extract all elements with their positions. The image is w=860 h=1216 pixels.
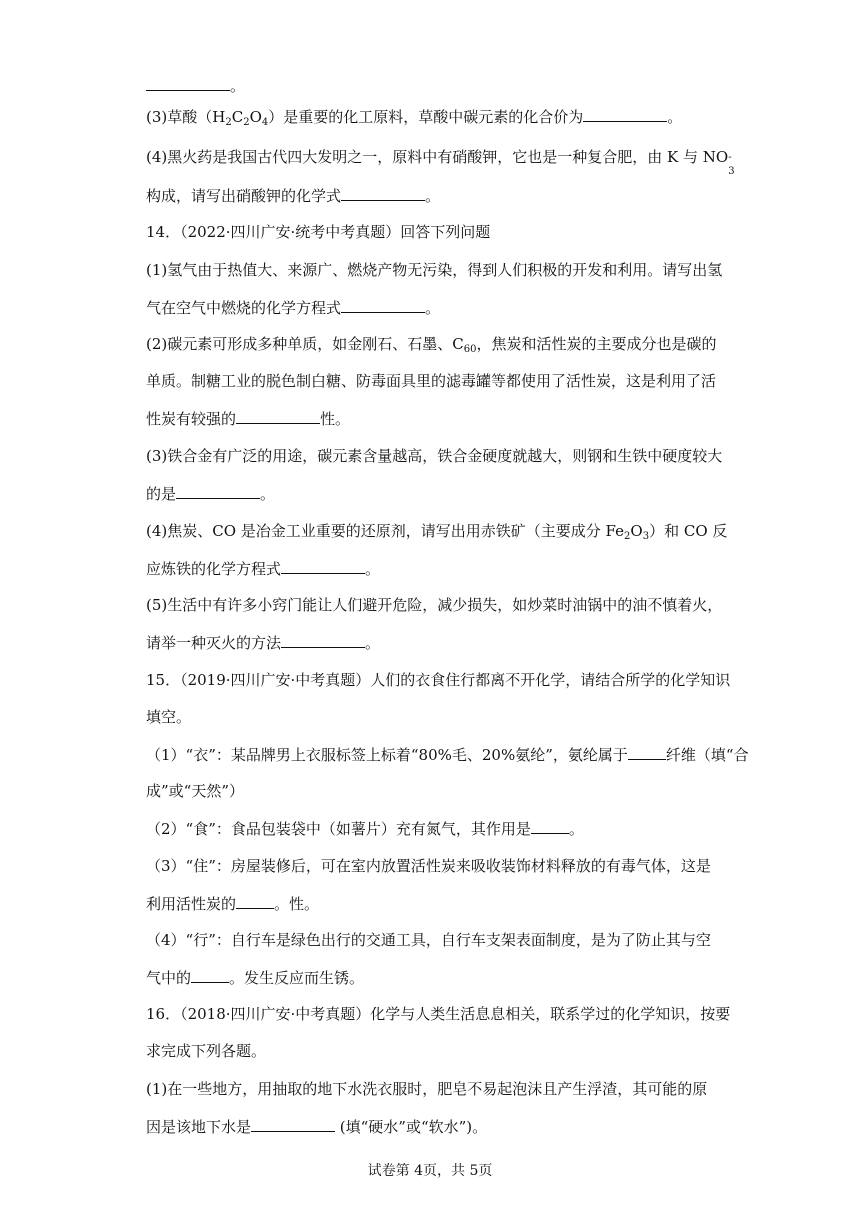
line-text: ）和 CO 反 xyxy=(649,522,728,540)
line-text: 。 xyxy=(425,187,441,205)
line-text: O xyxy=(630,522,643,540)
subscript: 2 xyxy=(624,531,631,542)
text-line xyxy=(146,1041,266,1061)
line-text: (4)焦炭、CO 是冶金工业重要的还原剂，请写出用赤铁矿（主要成分 Fe xyxy=(146,522,625,540)
line-text: 性。 xyxy=(320,410,351,428)
line-text: ）是重要的化工原料，草酸中碳元素的化合价为 xyxy=(268,108,584,126)
question-15-1 xyxy=(146,744,749,765)
answer-line xyxy=(146,408,350,429)
line-text: (1)在一些地方，用抽取的地下水洗衣服时，肥皂不易起泡沫且产生浮渣，其可能的原 xyxy=(146,1080,708,1098)
answer-line xyxy=(146,967,364,988)
line-text: 构成，请写出硝酸钾的化学式 xyxy=(146,187,342,205)
line-text: 。 xyxy=(365,634,381,652)
text-line xyxy=(146,781,244,801)
question-14-3 xyxy=(146,446,722,466)
answer-blank[interactable] xyxy=(146,75,230,91)
answer-line xyxy=(146,893,319,914)
answer-blank[interactable] xyxy=(281,558,365,574)
answer-blank[interactable] xyxy=(251,1116,335,1132)
line-text: C xyxy=(231,108,244,126)
answer-line xyxy=(146,483,275,504)
line-text: 单质。制糖工业的脱色制白糖、防毒面具里的滤毒罐等都使用了活性炭，这是利用了活 xyxy=(146,372,717,390)
line-text: (5)生活中有许多小窍门能让人们避开危险，减少损失，如炒菜时油锅中的油不慎着火， xyxy=(146,596,723,614)
line-text: 14．（2022·四川广安·统考中考真题）回答下列问题 xyxy=(146,223,491,241)
text-line xyxy=(146,371,716,391)
question-14-4 xyxy=(146,521,727,541)
line-text: （4）“行”：自行车是绿色出行的交通工具，自行车支架表面制度，是为了防止其与空 xyxy=(146,931,711,949)
question-14-1 xyxy=(146,260,722,280)
answer-line xyxy=(146,558,380,579)
line-text: 。发生反应而生锈。 xyxy=(229,969,365,987)
question-15-3 xyxy=(146,856,711,876)
line-text: 气在空气中燃烧的化学方程式 xyxy=(146,299,342,317)
answer-blank[interactable] xyxy=(583,106,667,122)
subscript: 2 xyxy=(225,117,232,128)
line-text: (4)黑火药是我国古代四大发明之一，原料中有硝酸钾，它也是一种复合肥，由 K 与 NO xyxy=(146,148,729,166)
line-text: 填空。 xyxy=(146,708,192,726)
subscript: 3 xyxy=(642,531,650,542)
line-text: (2)碳元素可形成多种单质，如金刚石、石墨、C xyxy=(146,335,464,353)
answer-blank[interactable] xyxy=(191,967,229,983)
answer-line xyxy=(146,185,440,206)
answer-line xyxy=(146,632,380,653)
answer-blank[interactable] xyxy=(628,744,666,760)
page-footer: 试卷第 4页，共 5页 xyxy=(367,1163,493,1179)
question-13-4: (4)黑火药是我国古代四大发明之一，原料中有硝酸钾，它也是一种复合肥，由 K 与 NO - 3 xyxy=(146,148,735,177)
line-text: （1）“衣”：某品牌男上衣服标签上标着“80%毛、20%氨纶”，氨纶属于 xyxy=(146,746,628,764)
line-text: 求完成下列各题。 xyxy=(146,1042,267,1060)
answer-line xyxy=(146,1116,487,1137)
text-line xyxy=(146,707,191,727)
line-text: 性炭有较强的 xyxy=(146,410,237,428)
line-text: ，焦炭和活性炭的主要成分也是碳的 xyxy=(476,335,717,353)
line-text: 气中的 xyxy=(146,969,192,987)
subscript: 60 xyxy=(463,344,477,355)
line-text: 利用活性炭的 xyxy=(146,895,237,913)
line-text: (3)草酸（H xyxy=(146,108,226,126)
question-15-2 xyxy=(146,818,584,839)
line-text: 。 xyxy=(425,299,441,317)
line-text: (3)铁合金有广泛的用途，碳元素含量越高，铁合金硬度就越大，则钢和生铁中硬度较大 xyxy=(146,447,723,465)
line-text: 。 xyxy=(568,820,584,838)
line-text: 的是 xyxy=(146,485,177,503)
subscript: 2 xyxy=(243,117,250,128)
answer-blank[interactable] xyxy=(341,185,425,201)
line-text: 15．（2019·四川广安·中考真题）人们的衣食住行都离不开化学，请结合所学的化学知识 xyxy=(146,671,731,689)
answer-blank[interactable] xyxy=(236,408,320,424)
question-15-4 xyxy=(146,930,711,950)
line-text: （3）“住”：房屋装修后，可在室内放置活性炭来吸收装饰材料释放的有毒气体，这是 xyxy=(146,857,711,875)
answer-line xyxy=(146,75,245,96)
question-14-5 xyxy=(146,595,722,615)
question-14-heading xyxy=(146,222,490,242)
line-text: 。性。 xyxy=(274,895,320,913)
line-text: 因是该地下水是 xyxy=(146,1118,252,1136)
line-text: (填“硬水”或“软水”)。 xyxy=(335,1118,488,1136)
line-text: (1)氢气由于热值大、来源广、燃烧产物无污染，得到人们积极的开发和利用。请写出氢 xyxy=(146,261,723,279)
line-text: 成”或“天然”） xyxy=(146,782,245,800)
line-text: 请举一种灭火的方法 xyxy=(146,634,282,652)
line-text: O xyxy=(249,108,262,126)
answer-blank[interactable] xyxy=(236,893,274,909)
answer-line xyxy=(146,297,440,318)
answer-blank[interactable] xyxy=(341,297,425,313)
answer-blank[interactable] xyxy=(176,483,260,499)
question-16-heading xyxy=(146,1004,730,1024)
line-text: 。 xyxy=(230,77,246,95)
subscript: 4 xyxy=(261,117,269,128)
line-text: 应炼铁的化学方程式 xyxy=(146,560,282,578)
answer-blank[interactable] xyxy=(281,632,365,648)
line-text: （2）“食”：食品包装袋中（如薯片）充有氮气，其作用是 xyxy=(146,820,531,838)
question-13-3: (3)草酸$(H_2C_2O_4)$是重要的化工原料，草酸中碳元素的化合价为 。 xyxy=(146,108,683,128)
line-text: 纤维（填“合 xyxy=(665,746,749,764)
question-16-1 xyxy=(146,1079,707,1099)
answer-blank[interactable] xyxy=(531,818,569,834)
line-text: 。 xyxy=(260,485,276,503)
question-15-heading xyxy=(146,670,730,690)
question-14-2 xyxy=(146,334,716,354)
line-text: 16．（2018·四川广安·中考真题）化学与人类生活息息相关，联系学过的化学知识，按要 xyxy=(146,1005,731,1023)
line-text: 。 xyxy=(365,560,381,578)
